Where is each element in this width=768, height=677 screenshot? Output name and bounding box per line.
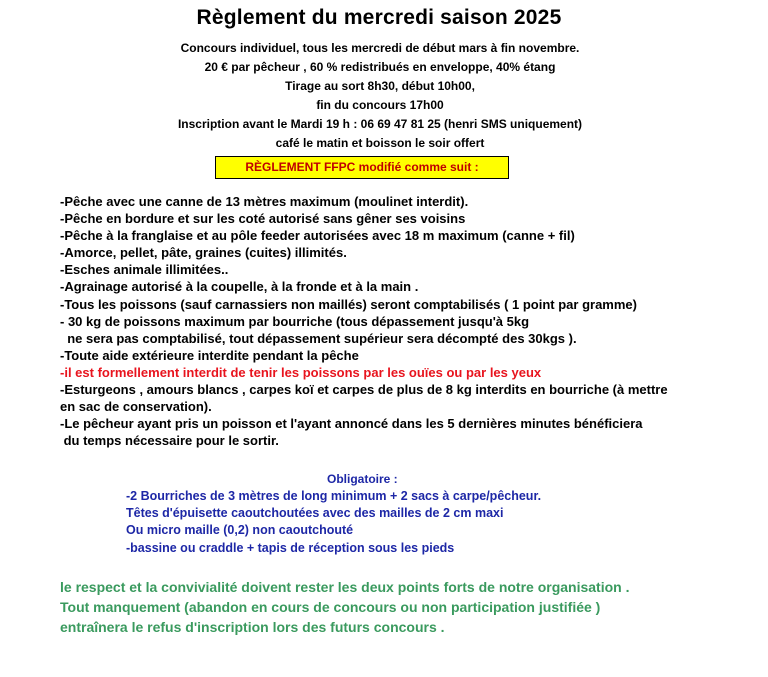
page-title: Règlement du mercredi saison 2025 [196, 6, 562, 29]
intro-block [90, 39, 670, 153]
obligatoire-item: -bassine ou craddle + tapis de réception sous les pieds [126, 540, 455, 555]
rule-item: -Pêche avec une canne de 13 mètres maximum (moulinet interdit). [60, 194, 469, 209]
obligatoire-heading: Obligatoire : [327, 472, 398, 486]
rule-item: - 30 kg de poissons maximum par bourriche (tous dépassement jusqu'à 5kg [60, 313, 530, 329]
rule-item: -Tous les poissons (sauf carnassiers non maillés) seront comptabilisés ( 1 point par gramme) [60, 296, 637, 312]
rule-item: -Amorce, pellet, pâte, graines (cuites) illimités. [60, 245, 347, 261]
closing-line: Tout manquement (abandon en cours de concours ou non participation justifiée ) [60, 599, 601, 615]
intro-line: 20 € par pêcheur , 60 % redistribués en enveloppe, 40% étang [204, 60, 556, 74]
rule-item: -Esches animale illimitées.. [60, 262, 229, 278]
ffpc-rules-banner: RÈGLEMENT FFPC modifié comme suit : [215, 156, 509, 179]
rule-item-warning: -il est formellement interdit de tenir les poissons par les ouïes ou par les yeux [60, 364, 542, 380]
rule-item: -Le pêcheur ayant pris un poisson et l'ayant annoncé dans les 5 dernières minutes bénéficiera [60, 416, 643, 432]
closing-line: le respect et la convivialité doivent rester les deux points forts de notre organisation . [60, 579, 630, 595]
obligatoire-list [126, 488, 541, 557]
intro-line: fin du concours 17h00 [316, 98, 444, 112]
rule-item: -Pêche en bordure et sur les coté autorisé sans gêner ses voisins [60, 211, 466, 227]
intro-line: café le matin et boisson le soir offert [275, 136, 485, 150]
obligatoire-item: Têtes d'épuisette caoutchoutées avec des mailles de 2 cm maxi [126, 506, 504, 521]
rule-item: -Pêche à la franglaise et au pôle feeder autorisées avec 18 m maximum (canne + fil) [60, 228, 575, 244]
closing-line: entraînera le refus d'inscription lors des futurs concours . [60, 619, 445, 635]
obligatoire-item: Ou micro maille (0,2) non caoutchouté [126, 523, 354, 538]
rule-item: du temps nécessaire pour le sortir. [60, 433, 279, 449]
rules-list [60, 193, 765, 449]
rule-item: -Agrainage autorisé à la coupelle, à la fronde et à la main . [60, 279, 419, 295]
rule-item: ne sera pas comptabilisé, tout dépassement supérieur sera décompté des 30kgs ). [60, 330, 577, 346]
intro-line: Concours individuel, tous les mercredi de début mars à fin novembre. [180, 41, 580, 55]
rule-item: -Esturgeons , amours blancs , carpes koï et carpes de plus de 8 kg interdits en bourriche (à mettre [60, 382, 668, 398]
intro-line: Inscription avant le Mardi 19 h : 06 69 47 81 25 (henri SMS uniquement) [177, 117, 583, 131]
rule-item: en sac de conservation). [60, 399, 212, 415]
obligatoire-item: -2 Bourriches de 3 mètres de long minimum + 2 sacs à carpe/pêcheur. [126, 489, 542, 503]
intro-line: Tirage au sort 8h30, début 10h00, [285, 79, 475, 93]
rule-item: -Toute aide extérieure interdite pendant la pêche [60, 347, 359, 363]
closing-statement [60, 577, 630, 637]
